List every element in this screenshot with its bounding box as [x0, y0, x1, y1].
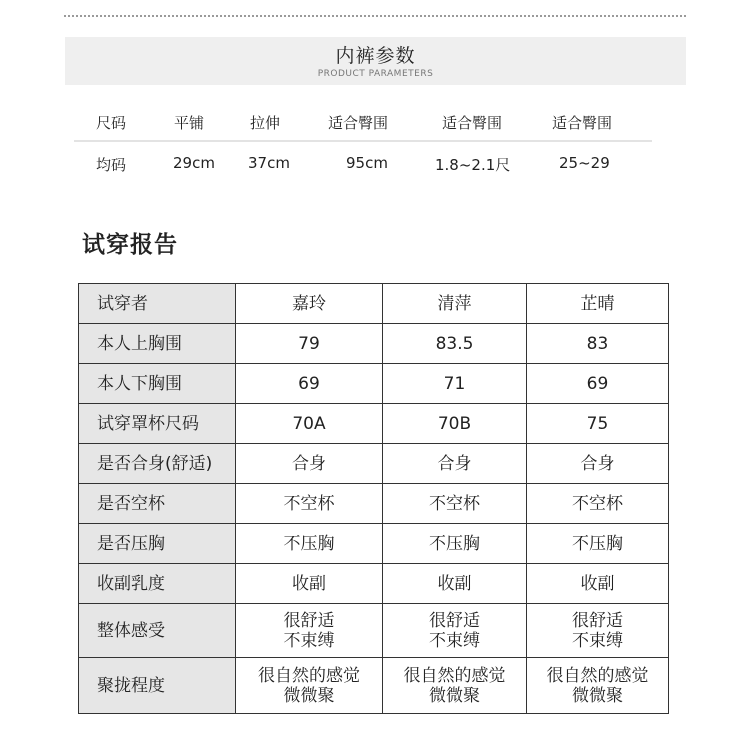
params-value-cell: 29cm	[173, 154, 215, 172]
report-cell-line: 不束缚	[572, 630, 623, 651]
report-cell-line: 71	[443, 373, 466, 394]
report-cell-line: 75	[586, 413, 609, 434]
report-cell	[236, 658, 383, 714]
banner-title: 内裤参数	[335, 45, 416, 67]
params-value-cell: 均码	[96, 156, 127, 174]
report-row	[79, 484, 669, 524]
report-row-label: 收副乳度	[79, 564, 236, 604]
report-header-label: 试穿者	[79, 284, 236, 324]
params-value-row	[74, 142, 652, 182]
report-cell	[383, 524, 527, 564]
report-cell	[236, 564, 383, 604]
params-header-row	[74, 100, 652, 142]
report-cell	[527, 324, 669, 364]
report-row	[79, 564, 669, 604]
report-cell	[527, 524, 669, 564]
report-cell-line: 收副	[580, 573, 615, 594]
report-cell-line: 69	[298, 373, 320, 394]
report-cell	[236, 524, 383, 564]
report-row-label: 是否空杯	[79, 484, 236, 524]
report-cell-line: 79	[298, 333, 320, 354]
report-row	[79, 444, 669, 484]
params-value-cell: 95cm	[346, 154, 388, 172]
report-cell-line: 很舒适	[283, 610, 335, 631]
report-cell	[236, 444, 383, 484]
report-cell-line: 不压胸	[429, 533, 480, 554]
report-cell-line: 不空杯	[283, 493, 335, 514]
report-cell-line: 83	[586, 333, 609, 354]
report-cell-line: 不空杯	[429, 493, 480, 514]
report-header-cell: 芷晴	[527, 284, 669, 324]
report-cell	[527, 564, 669, 604]
report-cell-line: 70A	[292, 413, 326, 434]
report-cell-line: 很自然的感觉	[258, 665, 360, 686]
report-cell-line: 不压胸	[283, 533, 335, 554]
report-row	[79, 604, 669, 658]
params-value-cell: 37cm	[248, 154, 290, 172]
report-cell-line: 微微聚	[429, 685, 480, 706]
report-row	[79, 524, 669, 564]
report-cell-line: 很自然的感觉	[403, 665, 506, 686]
report-cell-line: 69	[586, 373, 609, 394]
report-cell	[527, 364, 669, 404]
report-cell	[236, 604, 383, 658]
report-cell-line: 合身	[292, 453, 326, 474]
report-cell-line: 微微聚	[572, 685, 623, 706]
report-row	[79, 404, 669, 444]
report-cell	[383, 604, 527, 658]
report-cell	[527, 444, 669, 484]
report-header-cell: 清萍	[383, 284, 527, 324]
params-value-cell: 25~29	[559, 154, 610, 172]
report-cell	[383, 404, 527, 444]
params-header-cell: 尺码	[96, 114, 127, 132]
report-cell-line: 收副	[437, 573, 472, 594]
report-row-label: 本人下胸围	[79, 364, 236, 404]
report-row-label: 本人上胸围	[79, 324, 236, 364]
report-cell	[527, 404, 669, 444]
report-cell-line: 很舒适	[572, 610, 623, 631]
params-header-cell: 适合臀围	[552, 114, 613, 132]
params-header-cell: 拉伸	[250, 114, 281, 132]
report-cell	[527, 604, 669, 658]
report-header-row	[79, 284, 669, 324]
report-cell	[236, 324, 383, 364]
report-cell	[236, 484, 383, 524]
report-cell	[383, 444, 527, 484]
report-cell	[383, 564, 527, 604]
report-cell-line: 不空杯	[572, 493, 623, 514]
report-row-label: 试穿罩杯尺码	[79, 404, 236, 444]
report-cell-line: 微微聚	[283, 685, 335, 706]
trial-report-table	[78, 283, 669, 714]
report-row-label: 是否合身(舒适)	[79, 444, 236, 484]
banner-subtitle: PRODUCT PARAMETERS	[317, 69, 434, 79]
report-row	[79, 324, 669, 364]
params-header-cell: 适合臀围	[328, 114, 389, 132]
params-header-cell: 平铺	[174, 114, 205, 132]
dotted-divider	[64, 15, 686, 17]
report-cell	[383, 364, 527, 404]
report-row	[79, 364, 669, 404]
report-cell-line: 不压胸	[572, 533, 623, 554]
report-cell-line: 合身	[437, 453, 472, 474]
report-cell	[383, 484, 527, 524]
report-cell	[236, 364, 383, 404]
report-cell-line: 70B	[437, 413, 472, 434]
report-cell-line: 83.5	[435, 333, 474, 354]
report-row-label: 整体感受	[79, 604, 236, 658]
report-cell	[527, 658, 669, 714]
report-header-cell: 嘉玲	[236, 284, 383, 324]
report-cell-line: 不束缚	[429, 630, 480, 651]
section-banner	[65, 37, 686, 85]
report-cell-line: 不束缚	[283, 630, 335, 651]
report-row	[79, 658, 669, 714]
params-header-cell: 适合臀围	[442, 114, 503, 132]
report-row-label: 是否压胸	[79, 524, 236, 564]
report-cell	[527, 484, 669, 524]
report-cell	[236, 404, 383, 444]
report-cell-line: 合身	[580, 453, 615, 474]
report-cell-line: 很自然的感觉	[546, 665, 649, 686]
report-cell-line: 很舒适	[429, 610, 480, 631]
report-row-label: 聚拢程度	[79, 658, 236, 714]
params-value-cell: 1.8~2.1尺	[435, 156, 511, 174]
report-cell-line: 收副	[292, 573, 326, 594]
report-cell	[383, 324, 527, 364]
report-title: 试穿报告	[82, 232, 178, 258]
report-cell	[383, 658, 527, 714]
